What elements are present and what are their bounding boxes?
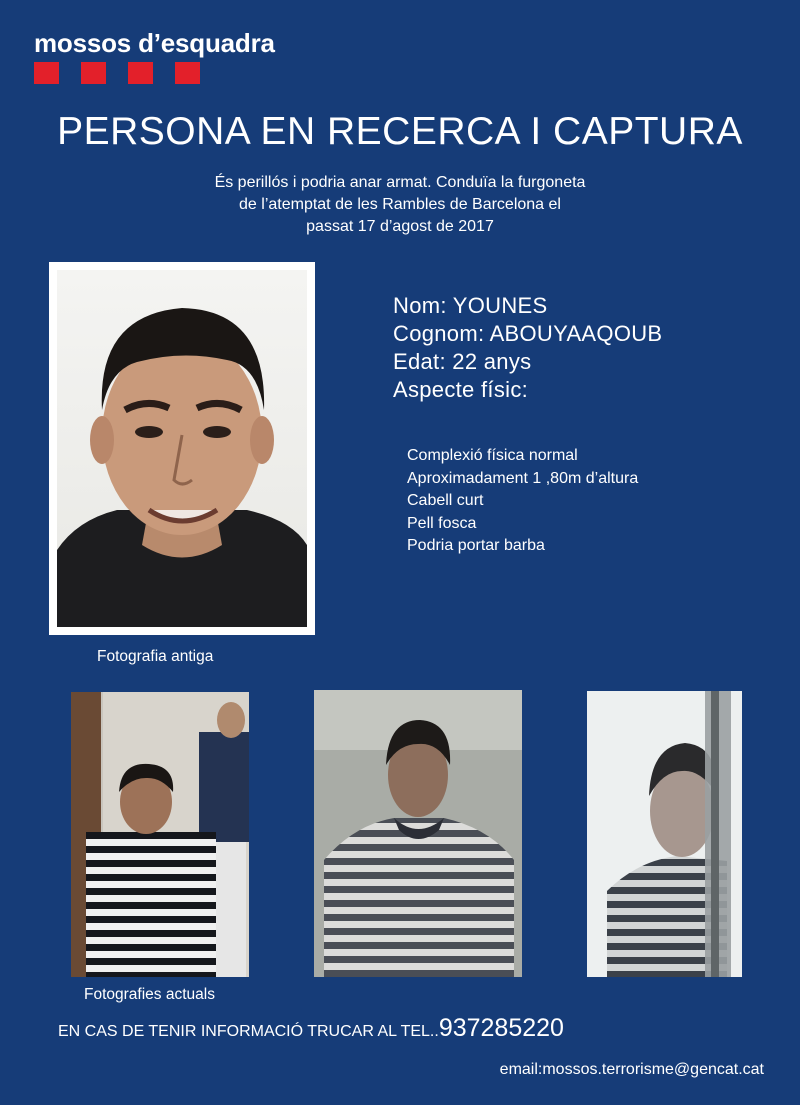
info-appearance-heading: Aspecte físic: [393,377,529,402]
contact-phone-number[interactable]: 937285220 [438,1014,564,1042]
contact-call-text: EN CAS DE TENIR INFORMACIÓ TRUCAR AL TEL.. [58,1023,439,1040]
old-photo-caption: Fotografia antiga [97,648,214,665]
page-title: PERSONA EN RECERCA I CAPTURA [57,110,743,153]
info-age: Edat: 22 anys [393,349,532,374]
current-photo-3 [587,691,742,977]
current-photo-2 [314,690,522,977]
cctv-illustration [587,691,742,977]
cctv-illustration [314,690,522,977]
info-name: Nom: YOUNES [393,293,548,318]
old-portrait-photo [57,270,307,627]
trait-item: Podria portar barba [407,537,545,554]
cctv-illustration [71,692,249,977]
logo-square [128,62,153,84]
logo-square [34,62,59,84]
old-photo-frame [49,262,315,635]
warning-line: És perillós i podria anar armat. Conduïa la furgoneta [214,174,586,191]
brand-logo-squares [34,62,200,84]
current-photo-1 [71,692,249,977]
warning-line: passat 17 d’agost de 2017 [306,218,494,235]
current-photos-caption: Fotografies actuals [84,986,215,1003]
brand-name: mossos d’esquadra [34,28,275,58]
portrait-illustration [57,270,307,627]
info-surname: Cognom: ABOUYAAQOUB [393,321,663,346]
logo-square [81,62,106,84]
contact-email[interactable]: email:mossos.terrorisme@gencat.cat [499,1061,764,1078]
contact-phone-line [58,1014,564,1043]
trait-item: Complexió física normal [407,447,578,464]
trait-item: Pell fosca [407,514,477,532]
physical-traits-list [407,445,638,558]
warning-text [0,172,800,238]
warning-line: de l’atemptat de les Rambles de Barcelona el [239,196,561,213]
trait-item: Aproximadament 1 ,80m d’altura [407,469,639,487]
logo-square [175,62,200,84]
suspect-info [393,292,662,404]
trait-item: Cabell curt [407,492,484,509]
